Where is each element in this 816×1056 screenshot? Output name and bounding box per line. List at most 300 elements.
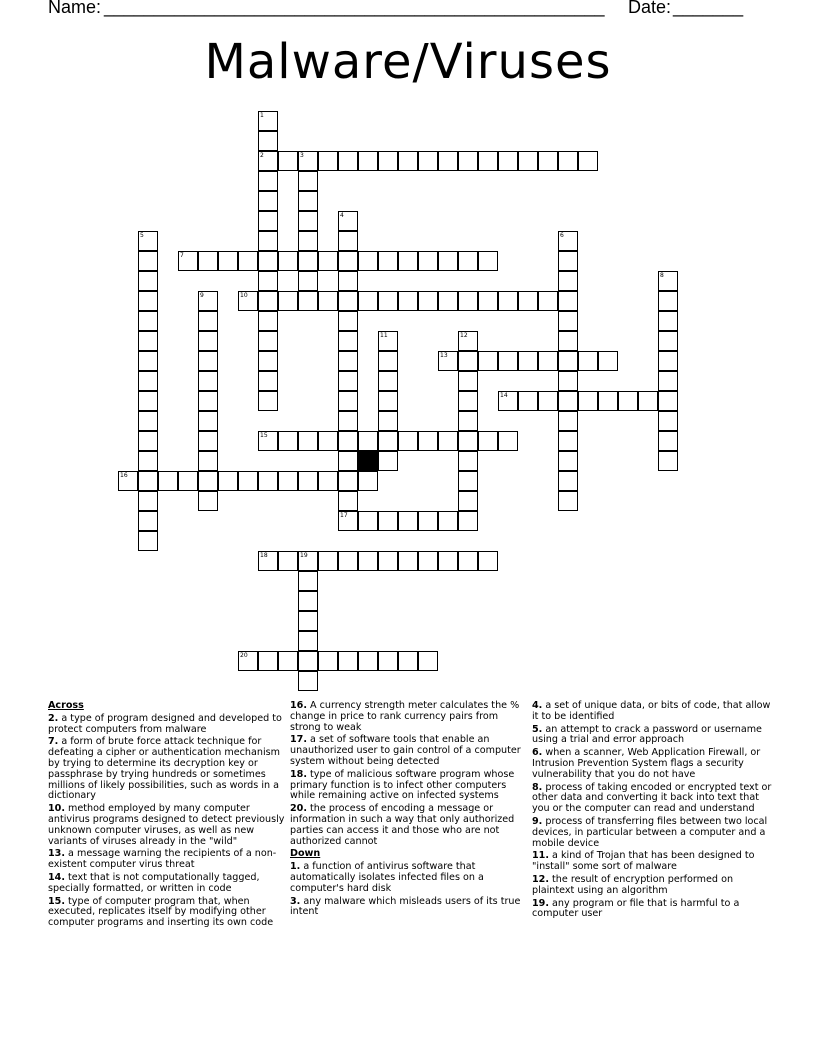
clue-number: 14 [500,392,508,399]
grid-cell[interactable] [138,291,158,311]
clue-number-label: 9. [532,815,543,827]
clue-number: 9 [200,292,204,299]
down-heading: Down [290,848,321,860]
clue-text: a type of program designed and developed to protect computers from malware [48,712,282,735]
grid-cell[interactable] [198,351,218,371]
grid-cell[interactable] [338,451,358,471]
grid-cell[interactable] [138,251,158,271]
grid-cell[interactable] [458,371,478,391]
clue-number: 8 [660,272,664,279]
grid-cell[interactable] [298,171,318,191]
grid-cell[interactable] [138,491,158,511]
grid-cell[interactable] [378,251,398,271]
grid-cell[interactable] [518,151,538,171]
grid-cell[interactable] [198,491,218,511]
grid-cell[interactable] [398,291,418,311]
clue-number: 19 [300,552,308,559]
grid-cell[interactable] [378,391,398,411]
grid-cell[interactable] [438,511,458,531]
grid-cell[interactable] [378,151,398,171]
grid-cell[interactable] [258,331,278,351]
grid-cell[interactable] [458,491,478,511]
clue-item [48,873,286,895]
grid-cell[interactable] [138,431,158,451]
grid-cell[interactable] [258,351,278,371]
grid-cell[interactable] [398,651,418,671]
clue-item [532,817,772,849]
grid-cell[interactable] [398,151,418,171]
clue-number-label: 5. [532,723,543,735]
clue-number: 13 [440,352,448,359]
clue-text: an attempt to crack a password or username using a trial and error approach [532,723,762,746]
grid-cell[interactable] [558,291,578,311]
grid-cell[interactable] [338,371,358,391]
grid-cell[interactable] [658,351,678,371]
grid-cell[interactable] [418,511,438,531]
grid-cell[interactable] [558,271,578,291]
clue-item [48,897,286,929]
clue-item [532,701,772,723]
clue-text: a set of software tools that enable an unauthorized user to gain control of a computer system without being detected [290,734,521,767]
grid-cell[interactable] [238,651,258,671]
clue-item [532,875,772,897]
page-title: Malware/Viruses [204,34,612,90]
grid-cell[interactable] [338,651,358,671]
grid-cell[interactable] [138,331,158,351]
grid-cell[interactable] [298,671,318,691]
grid-cell[interactable] [278,471,298,491]
grid-cell[interactable] [338,271,358,291]
clue-number-label: 14. [48,871,65,883]
grid-cell[interactable] [558,491,578,511]
grid-cell[interactable] [258,151,278,171]
clue-item [290,701,526,733]
grid-cell[interactable] [378,651,398,671]
clue-item [532,748,772,780]
name-label: Name: [48,0,102,17]
clue-item [290,862,526,894]
grid-cell[interactable] [338,331,358,351]
grid-cell[interactable] [478,291,498,311]
grid-cell[interactable] [198,411,218,431]
grid-cell[interactable] [358,251,378,271]
grid-cell[interactable] [238,291,258,311]
grid-cell[interactable] [518,391,538,411]
grid-cell[interactable] [298,271,318,291]
grid-cell[interactable] [458,431,478,451]
clue-text: text that is not computationally tagged, specially formatted, or written in code [48,871,260,894]
grid-cell[interactable] [658,331,678,351]
grid-cell[interactable] [478,551,498,571]
grid-cell[interactable] [258,171,278,191]
grid-cell[interactable] [398,551,418,571]
clue-number: 4 [340,212,344,219]
grid-cell[interactable] [138,511,158,531]
grid-cell[interactable] [198,251,218,271]
grid-cell[interactable] [338,311,358,331]
grid-cell[interactable] [438,551,458,571]
grid-cell[interactable] [258,231,278,251]
grid-cell[interactable] [558,411,578,431]
grid-cell[interactable] [358,291,378,311]
grid-cell[interactable] [198,451,218,471]
clue-number-label: 11. [532,850,549,862]
clue-text: the process of encoding a message or information in such a way that only authorized parties can access it and those who are not authorized cannot [290,803,515,847]
grid-cell[interactable] [498,431,518,451]
grid-cell[interactable] [398,251,418,271]
grid-cell[interactable] [138,451,158,471]
grid-cell[interactable] [338,351,358,371]
clue-text: when a scanner, Web Application Firewall, or Intrusion Prevention System flags a security vulnerability that you do not have [532,747,761,780]
grid-cell[interactable] [318,251,338,271]
clue-item [290,897,526,919]
grid-cell[interactable] [258,211,278,231]
clue-item [532,899,772,921]
clue-text: process of taking encoded or encrypted text or other data and converting it back into text that you or the computer can read and understand [532,781,772,815]
grid-cell[interactable] [298,631,318,651]
grid-cell[interactable] [558,331,578,351]
grid-cell[interactable] [658,271,678,291]
grid-cell[interactable] [138,371,158,391]
grid-cell[interactable] [138,351,158,371]
grid-cell[interactable] [298,651,318,671]
grid-cell[interactable] [378,411,398,431]
grid-cell[interactable] [658,311,678,331]
grid-cell[interactable] [138,271,158,291]
clue-text: a form of brute force attack technique for defeating a cipher or authentication mechanism by trying to determine its decryption key or passphrase by trying hundreds or sometimes millions of likely possibilities, such as words in a dictionary [48,736,280,802]
grid-cell[interactable] [298,151,318,171]
grid-cell[interactable] [298,291,318,311]
grid-cell[interactable] [458,331,478,351]
grid-cell[interactable] [498,151,518,171]
clues-column-3 [532,701,772,922]
grid-cell[interactable] [458,471,478,491]
grid-cell[interactable] [198,371,218,391]
grid-cell[interactable] [438,151,458,171]
grid-cell[interactable] [298,431,318,451]
clue-text: any program or file that is harmful to a computer user [532,897,740,920]
grid-cell[interactable] [138,411,158,431]
grid-cell[interactable] [478,151,498,171]
clue-number: 17 [340,512,348,519]
grid-cell[interactable] [298,591,318,611]
grid-cell[interactable] [318,471,338,491]
clue-number-label: 20. [290,803,307,815]
grid-cell[interactable] [558,231,578,251]
grid-cell[interactable] [498,391,518,411]
grid-cell[interactable] [478,251,498,271]
grid-cell[interactable] [278,151,298,171]
grid-cell[interactable] [558,151,578,171]
grid-cell[interactable] [298,231,318,251]
grid-cell[interactable] [138,231,158,251]
grid-cell[interactable] [578,391,598,411]
grid-cell[interactable] [638,391,658,411]
grid-cell[interactable] [338,551,358,571]
clue-number: 3 [300,152,304,159]
grid-cell[interactable] [318,431,338,451]
clue-number-label: 8. [532,781,543,793]
grid-cell[interactable] [298,471,318,491]
grid-cell[interactable] [298,251,318,271]
clue-number: 16 [120,472,128,479]
clue-number-label: 15. [48,895,65,907]
clue-item [532,725,772,747]
grid-cell[interactable] [418,651,438,671]
grid-cell[interactable] [598,391,618,411]
grid-cell[interactable] [278,431,298,451]
grid-cell[interactable] [558,311,578,331]
grid-cell[interactable] [318,551,338,571]
clue-number: 12 [460,332,468,339]
clue-number-label: 17. [290,734,307,746]
name-field[interactable]: __________________________________________________ [104,0,605,17]
grid-cell[interactable] [458,551,478,571]
clue-number-label: 12. [532,873,549,885]
clue-text: any malware which misleads users of its true intent [290,895,521,918]
grid-cell[interactable] [358,511,378,531]
grid-cell[interactable] [458,511,478,531]
clue-text: process of transferring files between two local devices, in particular between a computer and a mobile device [532,815,768,849]
grid-cell[interactable] [558,431,578,451]
clues-column-2 [290,701,526,920]
clue-number-label: 18. [290,768,307,780]
grid-cell[interactable] [198,431,218,451]
grid-cell[interactable] [378,371,398,391]
clue-item [290,804,526,847]
grid-cell[interactable] [338,431,358,451]
grid-cell[interactable] [318,291,338,311]
grid-cell[interactable] [278,291,298,311]
grid-cell[interactable] [258,111,278,131]
grid-cell[interactable] [198,391,218,411]
grid-cell[interactable] [338,211,358,231]
grid-cell[interactable] [298,571,318,591]
grid-cell[interactable] [238,471,258,491]
grid-cell[interactable] [458,351,478,371]
grid-cell[interactable] [558,391,578,411]
clue-number-label: 4. [532,700,543,711]
grid-cell[interactable] [418,551,438,571]
grid-cell[interactable] [438,431,458,451]
grid-cell[interactable] [358,651,378,671]
grid-cell[interactable] [298,211,318,231]
grid-cell[interactable] [138,391,158,411]
clue-number-label: 3. [290,895,301,907]
clue-number: 2 [260,152,264,159]
grid-cell[interactable] [338,471,358,491]
grid-cell[interactable] [338,151,358,171]
grid-cell[interactable] [298,551,318,571]
date-label: Date: [628,0,672,17]
clue-number: 1 [260,112,264,119]
grid-cell[interactable] [538,291,558,311]
clue-number: 20 [240,652,248,659]
grid-cell[interactable] [598,351,618,371]
grid-cell[interactable] [258,311,278,331]
grid-cell[interactable] [318,151,338,171]
clue-number-label: 1. [290,861,301,873]
grid-cell[interactable] [538,391,558,411]
grid-cell[interactable] [278,551,298,571]
date-field[interactable]: _______ [673,0,744,17]
clue-number-label: 19. [532,897,549,909]
clue-number: 15 [260,432,268,439]
grid-cell[interactable] [518,351,538,371]
grid-cell[interactable] [398,511,418,531]
clue-text: a function of antivirus software that automatically isolates infected files on a computer's hard disk [290,861,484,894]
grid-cell[interactable] [438,351,458,371]
clue-text: a kind of Trojan that has been designed to "install" some sort of malware [532,850,755,873]
grid-cell[interactable] [498,291,518,311]
grid-cell[interactable] [578,351,598,371]
grid-cell[interactable] [438,251,458,271]
grid-cell[interactable] [298,611,318,631]
grid-cell[interactable] [538,351,558,371]
grid-cell[interactable] [338,391,358,411]
grid-cell[interactable] [278,651,298,671]
grid-cell[interactable] [258,551,278,571]
grid-cell[interactable] [258,191,278,211]
grid-cell[interactable] [258,271,278,291]
grid-cell[interactable] [658,431,678,451]
clue-number-label: 13. [48,848,65,860]
grid-cell[interactable] [378,551,398,571]
clue-item [290,770,526,802]
grid-cell[interactable] [218,251,238,271]
clue-number-label: 2. [48,712,59,724]
grid-cell[interactable] [518,291,538,311]
clue-item [290,735,526,767]
grid-cell[interactable] [658,371,678,391]
grid-cell[interactable] [478,431,498,451]
grid-cell[interactable] [578,151,598,171]
grid-cell[interactable] [558,371,578,391]
grid-cell[interactable] [458,411,478,431]
clue-item [48,714,286,736]
grid-cell[interactable] [338,511,358,531]
grid-cell[interactable] [358,471,378,491]
grid-cell[interactable] [318,651,338,671]
clue-text: a set of unique data, or bits of code, that allow it to be identified [532,700,771,722]
grid-cell[interactable] [178,251,198,271]
grid-cell[interactable] [258,431,278,451]
grid-cell[interactable] [558,351,578,371]
grid-cell[interactable] [658,451,678,471]
clue-item [532,851,772,873]
grid-cell[interactable] [538,151,558,171]
grid-cell[interactable] [458,251,478,271]
grid-cell[interactable] [498,351,518,371]
clue-number: 5 [140,232,144,239]
clue-text: type of malicious software program whose primary function is to infect other computers while remaining active on infected systems [290,768,515,802]
grid-cell[interactable] [358,431,378,451]
grid-cell[interactable] [458,391,478,411]
grid-cell[interactable] [218,471,238,491]
grid-cell[interactable] [258,291,278,311]
grid-cell[interactable] [278,251,298,271]
grid-cell[interactable] [658,291,678,311]
grid-cell[interactable] [478,351,498,371]
clue-number: 18 [260,552,268,559]
grid-cell[interactable] [118,471,138,491]
clue-number-label: 16. [290,700,307,711]
clue-number: 11 [380,332,388,339]
clue-number: 6 [560,232,564,239]
clue-item [48,849,286,871]
clue-number-label: 7. [48,736,59,748]
grid-cell[interactable] [338,251,358,271]
grid-cell[interactable] [418,251,438,271]
grid-cell[interactable] [418,151,438,171]
grid-cell[interactable] [418,291,438,311]
black-square [358,451,378,471]
grid-cell[interactable] [178,471,198,491]
grid-cell[interactable] [398,431,418,451]
grid-cell[interactable] [258,471,278,491]
clue-number-label: 10. [48,803,65,815]
grid-cell[interactable] [338,491,358,511]
grid-cell[interactable] [238,251,258,271]
grid-cell[interactable] [378,511,398,531]
grid-cell[interactable] [258,371,278,391]
clue-text: a message warning the recipients of a non-existent computer virus threat [48,848,277,871]
grid-cell[interactable] [358,151,378,171]
grid-cell[interactable] [298,191,318,211]
clue-item [48,804,286,847]
grid-cell[interactable] [558,251,578,271]
grid-cell[interactable] [258,131,278,151]
grid-cell[interactable] [338,291,358,311]
grid-cell[interactable] [418,431,438,451]
grid-cell[interactable] [558,471,578,491]
grid-cell[interactable] [458,451,478,471]
clue-number: 7 [180,252,184,259]
grid-cell[interactable] [378,451,398,471]
grid-cell[interactable] [198,471,218,491]
grid-cell[interactable] [138,471,158,491]
clue-text: method employed by many computer antivirus programs designed to detect previously unknown computer viruses, as well as new variants of viruses already in the "wild" [48,803,285,847]
grid-cell[interactable] [658,391,678,411]
grid-cell[interactable] [458,291,478,311]
grid-cell[interactable] [618,391,638,411]
clue-number-label: 6. [532,747,543,759]
grid-cell[interactable] [258,651,278,671]
clues-column-1 [48,701,286,931]
grid-cell[interactable] [378,351,398,371]
grid-cell[interactable] [138,531,158,551]
grid-cell[interactable] [158,471,178,491]
grid-cell[interactable] [358,551,378,571]
grid-cell[interactable] [138,311,158,331]
grid-cell[interactable] [338,231,358,251]
grid-cell[interactable] [338,411,358,431]
grid-cell[interactable] [198,311,218,331]
across-heading: Across [48,700,84,711]
grid-cell[interactable] [558,451,578,471]
grid-cell[interactable] [658,411,678,431]
grid-cell[interactable] [438,291,458,311]
grid-cell[interactable] [378,431,398,451]
grid-cell[interactable] [258,391,278,411]
grid-cell[interactable] [198,291,218,311]
grid-cell[interactable] [458,151,478,171]
grid-cell[interactable] [378,291,398,311]
grid-cell[interactable] [198,331,218,351]
grid-cell[interactable] [378,331,398,351]
grid-cell[interactable] [258,251,278,271]
clue-text: the result of encryption performed on plaintext using an algorithm [532,873,734,896]
